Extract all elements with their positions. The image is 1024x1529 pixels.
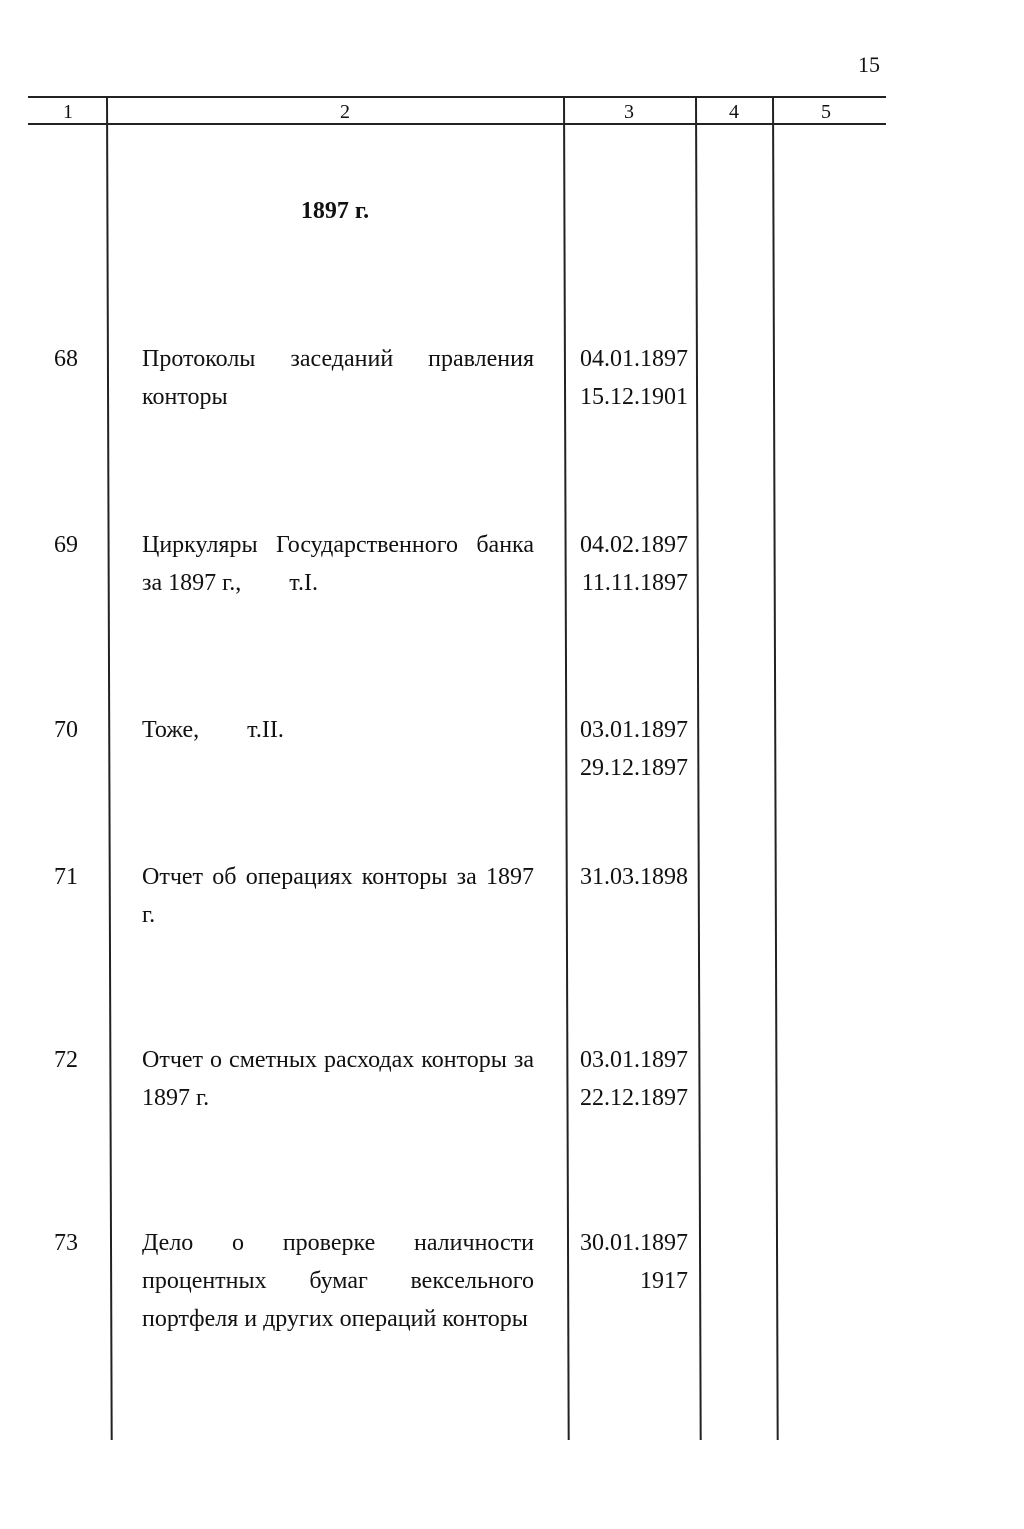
date-end: 22.12.1897 [580, 1085, 688, 1111]
row-dates [566, 340, 688, 416]
row-number: 73 [54, 1230, 78, 1256]
row-number: 68 [54, 346, 78, 372]
column-header: 5 [821, 101, 831, 123]
row-dates [566, 711, 688, 787]
row-dates [566, 1041, 688, 1117]
row-title: Отчет об операциях конторы за 1897 г. [142, 864, 534, 928]
column-header: 1 [63, 101, 73, 123]
date-start: 31.03.1898 [580, 864, 688, 890]
date-start: 30.01.1897 [580, 1230, 688, 1256]
date-end: 11.11.1897 [581, 570, 688, 596]
row-number: 70 [54, 717, 78, 743]
row-title: Циркуляры Государственного банка за 1897 г., т.I. [142, 532, 540, 596]
column-divider [772, 96, 778, 1440]
column-divider [695, 96, 701, 1440]
date-start: 04.02.1897 [580, 532, 688, 558]
date-end: 1917 [640, 1268, 688, 1294]
date-start: 03.01.1897 [580, 1047, 688, 1073]
table-top-border [28, 96, 886, 98]
row-title: Дело о проверке наличности процентных бумаг вексельного портфеля и других операций конторы [142, 1230, 534, 1332]
column-header: 2 [340, 101, 350, 123]
row-dates [566, 1224, 688, 1300]
row-title: Отчет о сметных расходах конторы за 1897 г. [142, 1047, 534, 1111]
column-header: 4 [729, 101, 739, 123]
row-number: 72 [54, 1047, 78, 1073]
date-start: 04.01.1897 [580, 346, 688, 372]
column-header: 3 [624, 101, 634, 123]
row-number: 71 [54, 864, 78, 890]
row-title: Протоколы заседаний правления конторы [142, 346, 534, 410]
row-title: Тоже, т.II. [142, 717, 284, 743]
date-start: 03.01.1897 [580, 717, 688, 743]
section-heading: 1897 г. [300, 198, 370, 224]
row-dates [566, 526, 688, 602]
date-end: 15.12.1901 [580, 384, 688, 410]
header-bottom-border [28, 123, 886, 125]
column-divider [106, 96, 112, 1440]
page-number: 15 [858, 52, 880, 77]
row-number: 69 [54, 532, 78, 558]
date-end: 29.12.1897 [580, 755, 688, 781]
row-dates [566, 858, 688, 896]
